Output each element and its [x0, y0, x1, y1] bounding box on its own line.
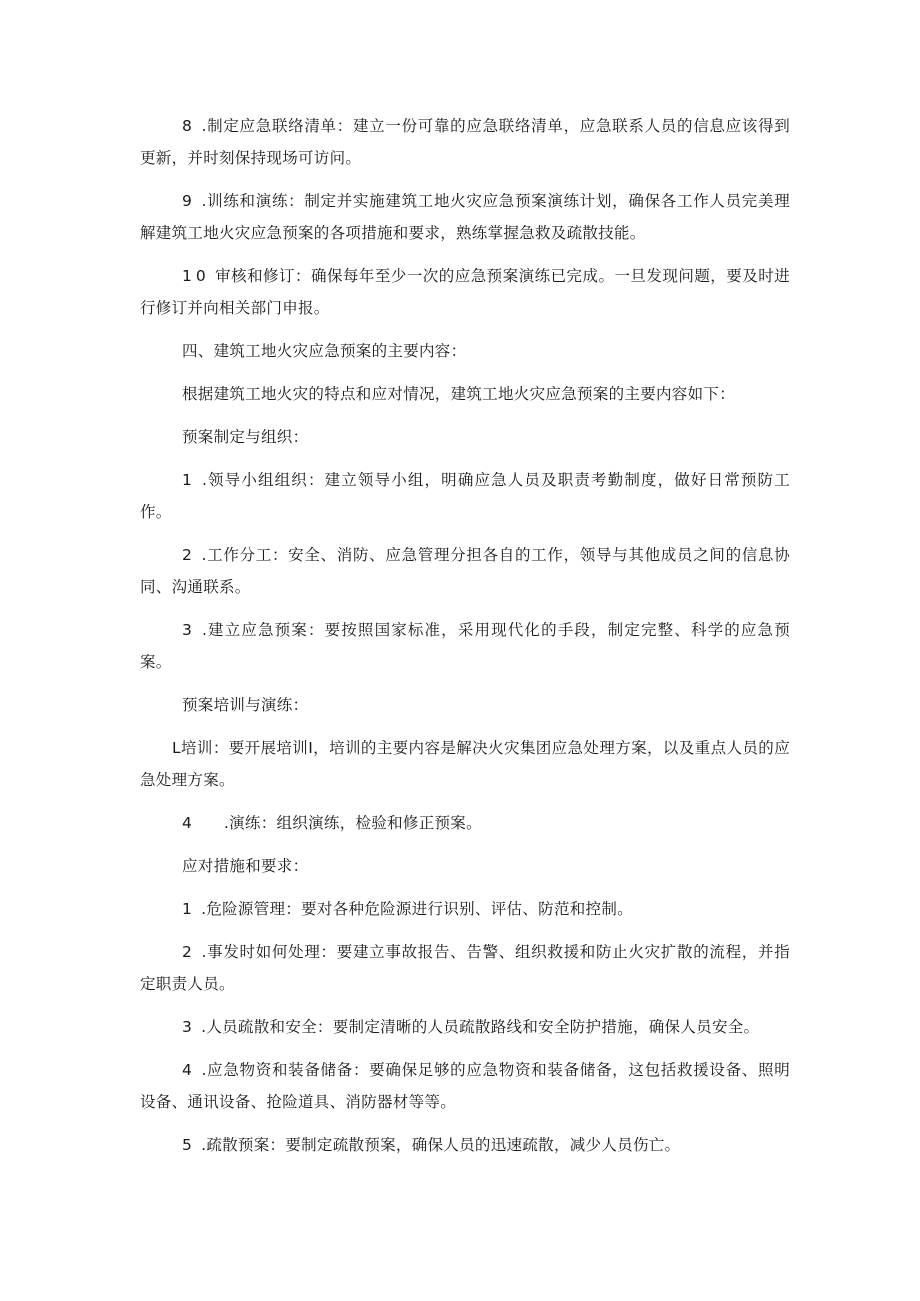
item-number: 1 [182, 900, 196, 918]
paragraph-item-2 [140, 539, 790, 603]
item-number: 9 [182, 192, 196, 210]
paragraph-text: .建立应急预案：要按照国家标准，采用现代化的手段，制定完整、科学的应急预案。 [140, 621, 791, 671]
section-heading [140, 335, 790, 367]
document-body [140, 110, 790, 1172]
paragraph-text: 审核和修订：确保每年至少一次的应急预案演练已完成。一旦发现问题，要及时进行修订并向相关部门申报。 [140, 267, 790, 317]
item-number: 10 [182, 267, 210, 285]
subheading-training [140, 689, 790, 721]
paragraph-item-1 [140, 464, 790, 528]
subheading-measures [140, 850, 790, 882]
paragraph-item-8 [140, 110, 790, 174]
item-number: 3 [182, 1018, 196, 1036]
paragraph-measure-4 [140, 1054, 790, 1118]
paragraph-text: 预案培训与演练： [182, 696, 309, 714]
paragraph-training [140, 732, 790, 796]
paragraph-item-10 [140, 260, 790, 324]
paragraph-text: 根据建筑工地火灾的特点和应对情况，建筑工地火灾应急预案的主要内容如下： [182, 385, 736, 403]
paragraph-text: .事发时如何处理：要建立事故报告、告警、组织救援和防止火灾扩散的流程，并指定职责人员。 [140, 943, 791, 993]
paragraph-text: 四、建筑工地火灾应急预案的主要内容： [182, 342, 467, 360]
paragraph-text: .工作分工：安全、消防、应急管理分担各自的工作，领导与其他成员之间的信息协同、沟通联系。 [140, 546, 791, 596]
paragraph-text: 预案制定与组织： [182, 428, 309, 446]
paragraph-text: .人员疏散和安全：要制定清晰的人员疏散路线和安全防护措施，确保人员安全。 [201, 1018, 760, 1036]
item-number: 4 [182, 1061, 196, 1079]
item-number: 5 [182, 1136, 196, 1154]
paragraph-item-3 [140, 614, 790, 678]
item-number: 8 [182, 117, 196, 135]
paragraph-text: .训练和演练：制定并实施建筑工地火灾应急预案演练计划，确保各工作人员完美理解建筑工地火灾应急预案的各项措施和要求，熟练掌握急救及疏散技能。 [140, 192, 791, 242]
paragraph-item-4-drill [140, 807, 790, 839]
item-number: 3 [182, 621, 196, 639]
item-number: 2 [182, 546, 196, 564]
paragraph-measure-5 [140, 1129, 790, 1161]
paragraph-text: .演练：组织演练，检验和修正预案。 [223, 814, 482, 832]
paragraph-intro [140, 378, 790, 410]
paragraph-text: L培训：要开展培训I，培训的主要内容是解决火灾集团应急处理方案，以及重点人员的应急处理方案。 [140, 739, 790, 789]
item-number: 1 [182, 471, 196, 489]
paragraph-measure-3 [140, 1011, 790, 1043]
paragraph-text: .制定应急联络清单：建立一份可靠的应急联络清单，应急联系人员的信息应该得到更新，并时刻保持现场可访问。 [140, 117, 791, 167]
paragraph-text: .危险源管理：要对各种危险源进行识别、评估、防范和控制。 [201, 900, 633, 918]
paragraph-text: .领导小组组织：建立领导小组，明确应急人员及职责考勤制度，做好日常预防工作。 [140, 471, 791, 521]
paragraph-measure-1 [140, 893, 790, 925]
subheading-formulation [140, 421, 790, 453]
paragraph-text: .疏散预案：要制定疏散预案，确保人员的迅速疏散，减少人员伤亡。 [201, 1136, 681, 1154]
paragraph-measure-2 [140, 936, 790, 1000]
paragraph-text: .应急物资和装备储备：要确保足够的应急物资和装备储备，这包括救援设备、照明设备、通讯设备、抢险道具、消防器材等等。 [140, 1061, 791, 1111]
item-number: 2 [182, 943, 196, 961]
paragraph-text: 应对措施和要求： [182, 857, 309, 875]
item-number: 4 [182, 814, 196, 832]
paragraph-item-9 [140, 185, 790, 249]
